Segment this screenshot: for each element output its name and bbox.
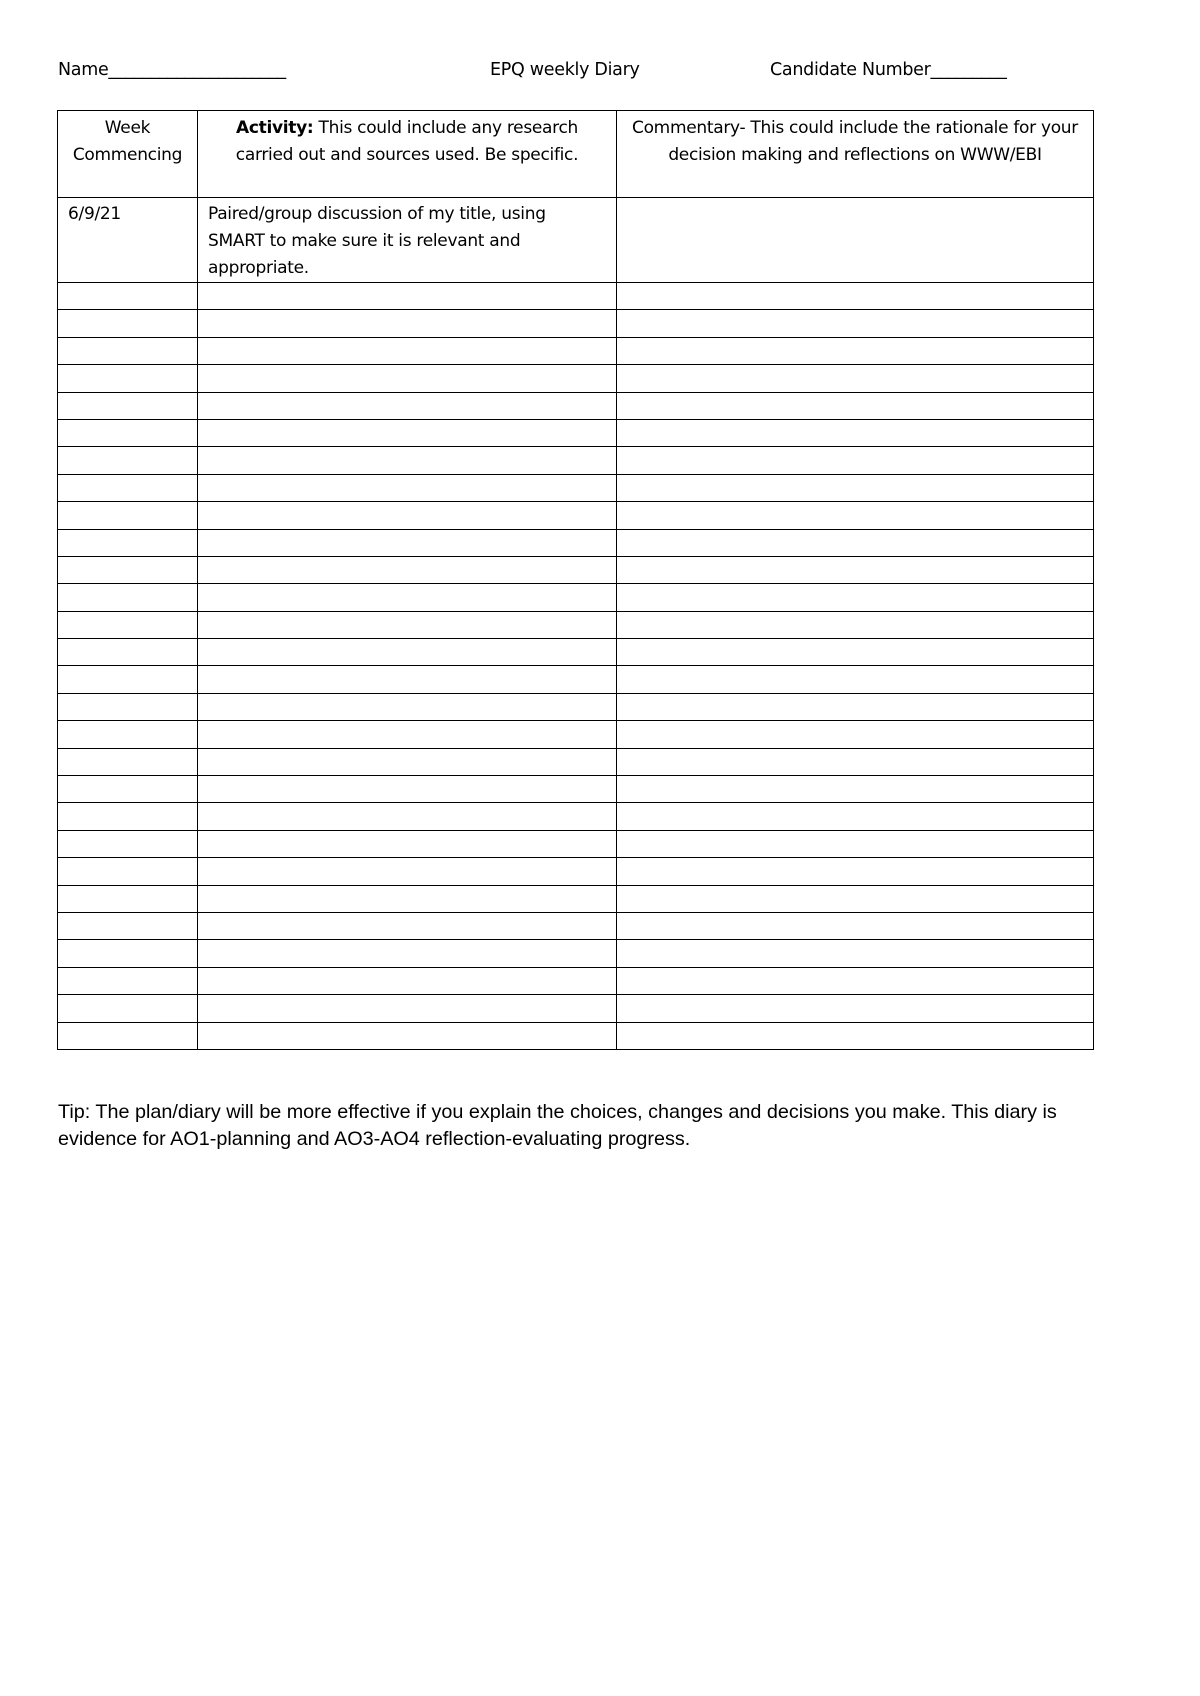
commentary-cell[interactable]: [617, 912, 1094, 939]
commentary-cell[interactable]: [617, 556, 1094, 583]
week-cell[interactable]: [58, 447, 198, 474]
commentary-cell[interactable]: [617, 721, 1094, 748]
table-row: [58, 474, 1094, 501]
table-row: [58, 198, 1094, 283]
activity-cell[interactable]: [198, 940, 617, 967]
page-header: [58, 60, 1098, 84]
commentary-cell[interactable]: [617, 447, 1094, 474]
activity-cell[interactable]: [198, 556, 617, 583]
activity-cell[interactable]: [198, 283, 617, 310]
table-row: [58, 803, 1094, 830]
week-cell[interactable]: [58, 337, 198, 364]
table-row: [58, 310, 1094, 337]
activity-header-text: This could include any research carried out and sources used. Be specific.: [235, 118, 579, 165]
activity-cell[interactable]: [198, 365, 617, 392]
week-cell[interactable]: [58, 748, 198, 775]
commentary-cell[interactable]: [617, 776, 1094, 803]
week-cell[interactable]: [58, 529, 198, 556]
activity-cell[interactable]: [198, 584, 617, 611]
table-row: [58, 666, 1094, 693]
activity-cell[interactable]: [198, 803, 617, 830]
table-row: [58, 912, 1094, 939]
activity-cell[interactable]: [198, 392, 617, 419]
table-row: [58, 967, 1094, 994]
commentary-cell[interactable]: [617, 1022, 1094, 1049]
tip-text: Tip: The plan/diary will be more effective if you explain the choices, changes and decisions you make. This diary is evidence for AO1-planning and AO3-AO4 reflection-evaluating progress.: [58, 1101, 1057, 1150]
table-row: [58, 556, 1094, 583]
table-row: [58, 419, 1094, 446]
table-row: [58, 502, 1094, 529]
activity-cell[interactable]: [198, 419, 617, 446]
table-row: [58, 693, 1094, 720]
commentary-cell[interactable]: [617, 967, 1094, 994]
commentary-cell[interactable]: [617, 337, 1094, 364]
table-row: [58, 858, 1094, 885]
activity-cell[interactable]: [198, 912, 617, 939]
week-cell[interactable]: [58, 419, 198, 446]
activity-cell[interactable]: [198, 666, 617, 693]
table-row: [58, 748, 1094, 775]
week-cell[interactable]: 6/9/21: [58, 198, 198, 283]
table-row: [58, 337, 1094, 364]
activity-cell[interactable]: Paired/group discussion of my title, using SMART to make sure it is relevant and appropriate.: [198, 198, 617, 283]
week-cell[interactable]: [58, 693, 198, 720]
activity-cell[interactable]: [198, 748, 617, 775]
week-cell[interactable]: [58, 365, 198, 392]
week-cell[interactable]: [58, 803, 198, 830]
table-row: [58, 639, 1094, 666]
table-row: [58, 885, 1094, 912]
week-cell[interactable]: [58, 940, 198, 967]
week-cell[interactable]: [58, 912, 198, 939]
week-cell[interactable]: [58, 721, 198, 748]
week-cell[interactable]: [58, 1022, 198, 1049]
week-cell[interactable]: [58, 310, 198, 337]
week-cell[interactable]: [58, 776, 198, 803]
activity-cell[interactable]: [198, 639, 617, 666]
table-row: [58, 584, 1094, 611]
table-row: [58, 830, 1094, 857]
commentary-cell[interactable]: [617, 748, 1094, 775]
activity-cell[interactable]: [198, 830, 617, 857]
week-commencing-header: Week Commencing: [58, 111, 198, 198]
week-cell[interactable]: [58, 584, 198, 611]
activity-cell[interactable]: [198, 1022, 617, 1049]
commentary-header: Commentary- This could include the rationale for your decision making and reflections on WWW/EBI: [617, 111, 1094, 198]
week-cell[interactable]: [58, 283, 198, 310]
commentary-cell[interactable]: [617, 666, 1094, 693]
commentary-cell[interactable]: [617, 529, 1094, 556]
week-cell[interactable]: [58, 502, 198, 529]
activity-cell[interactable]: [198, 885, 617, 912]
commentary-cell[interactable]: [617, 803, 1094, 830]
activity-cell[interactable]: [198, 474, 617, 501]
activity-cell[interactable]: [198, 337, 617, 364]
commentary-cell[interactable]: [617, 584, 1094, 611]
document-title: EPQ weekly Diary: [490, 60, 640, 80]
table-row: [58, 365, 1094, 392]
week-cell[interactable]: [58, 967, 198, 994]
activity-header: [198, 111, 617, 198]
activity-cell[interactable]: [198, 776, 617, 803]
activity-cell[interactable]: [198, 611, 617, 638]
activity-cell[interactable]: [198, 529, 617, 556]
commentary-cell[interactable]: [617, 474, 1094, 501]
commentary-cell[interactable]: [617, 639, 1094, 666]
commentary-cell[interactable]: [617, 502, 1094, 529]
table-row: [58, 447, 1094, 474]
commentary-cell[interactable]: [617, 858, 1094, 885]
commentary-cell[interactable]: [617, 365, 1094, 392]
week-cell[interactable]: [58, 830, 198, 857]
commentary-cell[interactable]: [617, 310, 1094, 337]
table-header-row: [58, 111, 1094, 198]
week-cell[interactable]: [58, 474, 198, 501]
commentary-cell[interactable]: [617, 693, 1094, 720]
week-cell[interactable]: [58, 666, 198, 693]
week-cell[interactable]: [58, 995, 198, 1022]
activity-cell[interactable]: [198, 858, 617, 885]
activity-cell[interactable]: [198, 310, 617, 337]
activity-cell[interactable]: [198, 995, 617, 1022]
activity-cell[interactable]: [198, 967, 617, 994]
name-field-label: Name_____________________: [58, 60, 286, 80]
commentary-cell[interactable]: [617, 419, 1094, 446]
activity-cell[interactable]: [198, 447, 617, 474]
week-cell[interactable]: [58, 639, 198, 666]
commentary-cell[interactable]: [617, 611, 1094, 638]
commentary-cell[interactable]: [617, 198, 1094, 283]
week-cell[interactable]: [58, 392, 198, 419]
activity-cell[interactable]: [198, 721, 617, 748]
commentary-cell[interactable]: [617, 940, 1094, 967]
diary-table: [57, 110, 1094, 1050]
table-row: [58, 721, 1094, 748]
table-row: [58, 392, 1094, 419]
table-row: [58, 776, 1094, 803]
commentary-cell[interactable]: [617, 995, 1094, 1022]
commentary-cell[interactable]: [617, 885, 1094, 912]
table-row: [58, 529, 1094, 556]
commentary-cell[interactable]: [617, 830, 1094, 857]
activity-cell[interactable]: [198, 693, 617, 720]
activity-cell[interactable]: [198, 502, 617, 529]
commentary-cell[interactable]: [617, 283, 1094, 310]
week-cell[interactable]: [58, 858, 198, 885]
table-row: [58, 1022, 1094, 1049]
table-row: [58, 995, 1094, 1022]
table-row: [58, 611, 1094, 638]
table-row: [58, 283, 1094, 310]
table-row: [58, 940, 1094, 967]
activity-header-bold: Activity:: [236, 118, 314, 138]
candidate-number-label: Candidate Number_________: [770, 60, 1007, 80]
commentary-cell[interactable]: [617, 392, 1094, 419]
week-cell[interactable]: [58, 611, 198, 638]
week-cell[interactable]: [58, 885, 198, 912]
week-cell[interactable]: [58, 556, 198, 583]
